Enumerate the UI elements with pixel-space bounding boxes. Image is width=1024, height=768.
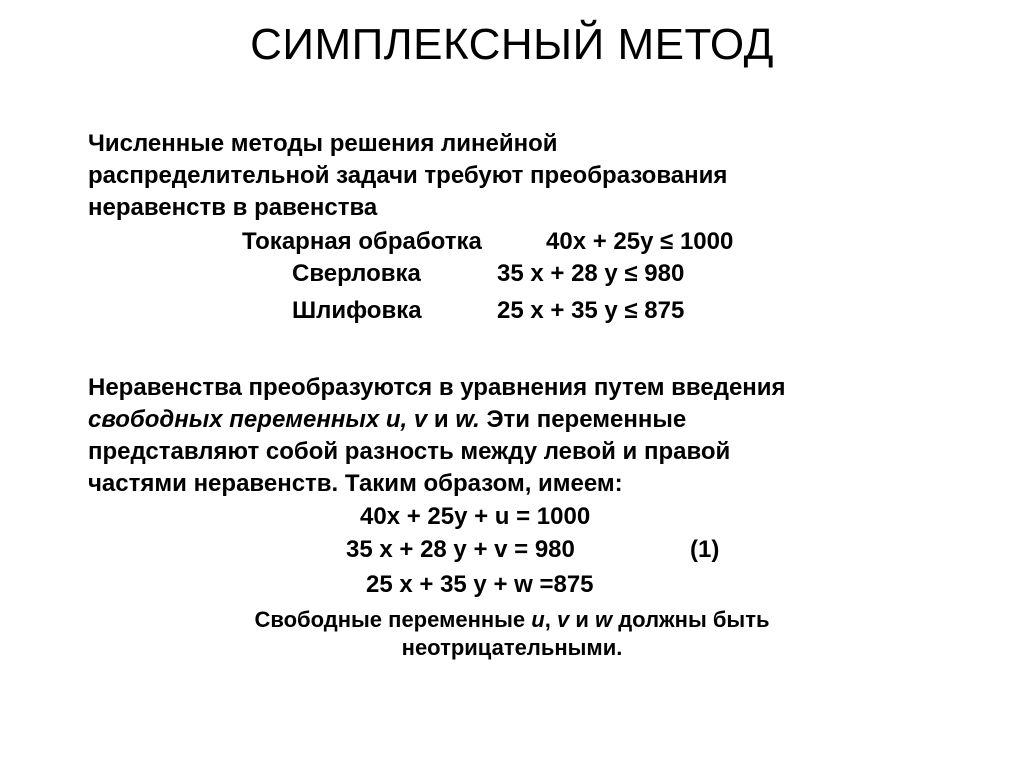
intro-line-1: Численные методы решения линейной <box>88 130 558 157</box>
free-variables-term: свободных переменных u, v <box>88 406 428 433</box>
transform-paragraph <box>88 372 786 500</box>
note-line-2: неотрицательными. <box>401 635 623 660</box>
variable-w: w. <box>455 406 480 433</box>
equation-label: (1) <box>690 536 720 563</box>
note-and: и <box>569 607 595 632</box>
note-text-2: должны быть <box>612 607 770 632</box>
note-line-1 <box>0 606 1024 634</box>
inequality-expr-turning: 40х + 25у ≤ 1000 <box>546 228 734 255</box>
nonnegativity-note <box>0 606 1024 662</box>
transform-line-2-rest: Эти переменные <box>479 406 687 433</box>
note-variable-u: u <box>531 607 545 632</box>
transform-line-2 <box>88 404 786 436</box>
intro-paragraph <box>88 128 727 224</box>
transform-line-4: частями неравенств. Таким образом, имеем: <box>88 470 623 497</box>
inequality-expr-grinding: 25 х + 35 у ≤ 875 <box>497 297 685 324</box>
note-text-1: Свободные переменные <box>254 607 532 632</box>
inequality-expr-drilling: 35 х + 28 у ≤ 980 <box>497 260 685 287</box>
transform-and: и <box>427 406 456 433</box>
note-comma: , <box>544 607 557 632</box>
transform-line-1: Неравенства преобразуются в уравнения путем введения <box>88 374 786 401</box>
inequality-name-grinding: Шлифовка <box>292 297 422 324</box>
note-variable-w: w <box>594 607 613 632</box>
equation-1: 40х + 25у + u = 1000 <box>360 503 591 530</box>
slide-title: СИМПЛЕКСНЫЙ МЕТОД <box>250 20 774 69</box>
inequality-name-turning: Токарная обработка <box>242 228 482 255</box>
equation-3: 25 х + 35 у + w =875 <box>366 571 594 598</box>
intro-line-3: неравенств в равенства <box>88 194 378 221</box>
note-variable-v: v <box>556 607 570 632</box>
inequality-name-drilling: Сверловка <box>292 260 421 287</box>
equation-2: 35 х + 28 у + v = 980 <box>346 536 575 563</box>
transform-line-3: представляют собой разность между левой и правой <box>88 438 731 465</box>
intro-line-2: распределительной задачи требуют преобразования <box>88 162 728 189</box>
